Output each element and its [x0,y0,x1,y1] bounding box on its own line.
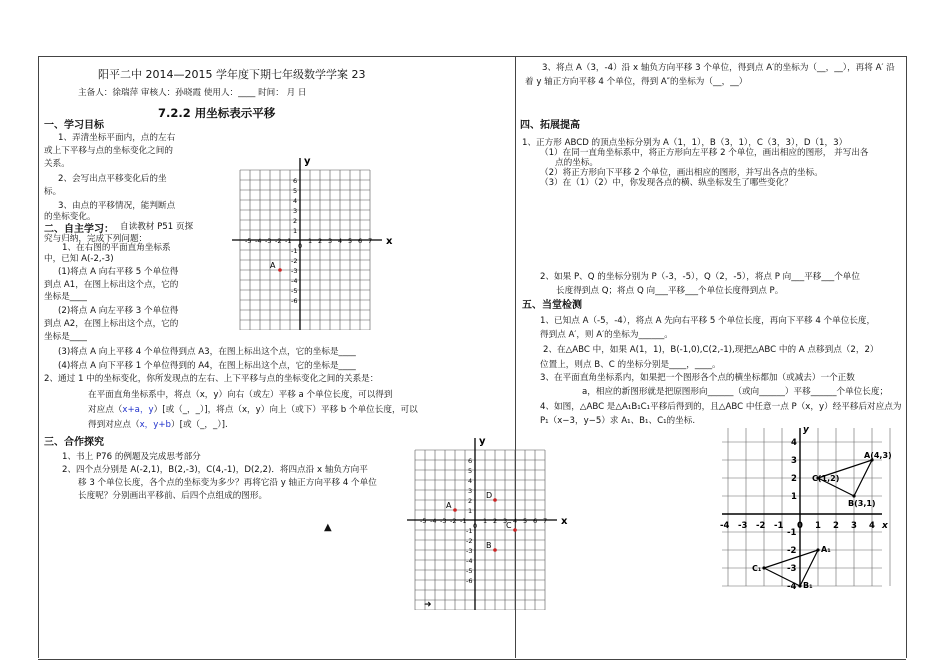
question-1-1-cont: 到点 A1，在图上标出这个点，它的 [44,280,179,290]
cooperative-2-cont: 移 3 个单位长度，各个点的坐标变为多少？再将它沿 y 轴正方向平移 4 个单位 [78,478,377,488]
coordinate-grid-1 [230,150,420,330]
y-tick-label: -6 [466,577,473,585]
rule-line-1: 在平面直角坐标系中，将点（x，y）向右（或左）平移 a 个单位长度，可以得到 [88,390,393,400]
y-tick-label: 4 [293,197,298,205]
x-tick-label: 4 [338,237,343,245]
section-5-heading: 五、当堂检测 [522,300,582,311]
point-b-label: B [486,541,492,550]
x-tick-label: 1 [308,237,313,245]
x-tick-label: 5 [348,237,353,245]
x-tick-label: -4 [720,521,730,531]
x-tick-label: 2 [493,517,498,525]
y-tick-label: 5 [293,187,298,195]
y-axis-label: y [803,425,809,435]
y-tick-label: -4 [291,277,298,285]
point-d [493,498,497,502]
author-line: 主备人：徐瑞萍 审核人：孙晓霞 使用人：____ 时间： 月 日 [78,88,307,98]
x-axis-label: x [561,516,568,527]
x-tick-label: 1 [483,517,488,525]
question-3: 3、将点 A（3，-4）沿 x 轴负方向平移 3 个单位，得到点 A′的坐标为（__，__），再将 A′ 沿 [542,63,895,73]
x-tick-label: 0 [298,242,303,250]
section-3-heading: 三、合作探究 [44,437,104,448]
y-tick-label: 3 [293,207,298,215]
x-tick-label: -3 [738,521,748,531]
y-tick-label: -2 [466,537,473,545]
y-tick-label: -3 [291,267,298,275]
cooperative-2: 2、四个点分别是 A(-2,1)，B(2,-3)，C(4,-1)，D(2,2)．将四点沿 x 轴负方向平 [62,465,368,475]
label-b1: B₁ [803,581,813,590]
question-1: 1、在右图的平面直角坐标系 [62,243,171,253]
arrow-right-mark: ➜ [424,600,432,610]
x-tick-label: 2 [833,521,839,531]
x-tick-label: -1 [285,237,292,245]
test-4-cont: P₁（x−3，y−5）求 A₁、B₁、C₁的坐标. [540,416,696,426]
x-tick-label: 4 [513,517,518,525]
section-4-heading: 四、拓展提高 [520,120,580,131]
y-tick-label: 1 [293,227,298,235]
x-tick-label: 7 [543,517,548,525]
cooperative-1: 1、书上 P76 的例题及完成思考部分 [62,452,201,462]
y-tick-label: -3 [466,547,473,555]
section-2-note: 自读教材 P51 页探 [120,222,194,232]
y-tick-label: 2 [791,474,797,484]
point-a [453,508,457,512]
x-tick-label: 7 [368,237,373,245]
test-3: 3、在平面直角坐标系内，如果把一个图形各个点的横坐标都加（或减去）一个正数 [540,373,855,383]
question-1-2-answer: 坐标是____ [44,332,87,342]
point-c-label: C [506,521,512,530]
x-tick-label: 3 [328,237,333,245]
y-axis-label: y [304,156,311,167]
x-axis-label: x [882,521,888,531]
goal-2: 2、会写出点平移变化后的坐 [58,174,167,184]
section-2-heading: 二、自主学习： [44,224,114,235]
goal-3-cont: 的坐标变化。 [44,212,96,222]
label-c1: C₁ [752,564,762,573]
coordinate-grid-3 [718,424,900,604]
goal-1: 1、弄清坐标平面内，点的左右 [58,133,176,143]
x-tick-label: 0 [473,522,478,530]
y-tick-label: -4 [466,557,473,565]
cooperative-2-cont2: 长度呢？分别画出平移前、后四个点组成的图形。 [78,491,268,501]
label-a: A(4,3) [864,451,892,460]
x-tick-label: 2 [318,237,323,245]
question-1-cont: 中，已知 A(-2,-3) [44,254,114,264]
coordinate-grid-2 [405,430,595,610]
y-tick-label: -1 [787,528,797,538]
point-a-label: A [270,261,276,270]
arrow-up-mark: ▲ [324,522,332,533]
question-1-1: (1)将点 A 向右平移 5 个单位得 [58,267,179,277]
x-tick-label: 5 [523,517,528,525]
test-4: 4、如图，△ABC 是△A₁B₁C₁平移后得到的，且△ABC 中任意一点 P（x，y）经平移后对应点为 [540,402,902,412]
x-tick-label: 0 [797,521,803,531]
extension-1-2: （2）将正方形向下平移 2 个单位，画出相应的图形，并写出各点的坐标。 [540,168,823,178]
point-b [493,548,497,552]
y-tick-label: 2 [293,217,298,225]
label-a1: A₁ [821,545,831,554]
goal-1-cont: 或上下平移与点的坐标变化之间的 [44,146,173,156]
y-axis-label: y [479,436,486,447]
extension-1: 1、正方形 ABCD 的顶点坐标分别为 A（1，1），B（3，1），C（3，3），D（1，3） [522,138,848,148]
y-tick-label: -4 [787,582,797,592]
point-d-label: D [486,491,493,500]
y-tick-label: -5 [291,287,298,295]
x-tick-label: 1 [815,521,821,531]
triangle-a1b1c1-vertex [816,548,819,551]
x-tick-label: -3 [440,517,447,525]
x-tick-label: -3 [265,237,272,245]
y-tick-label: -5 [466,567,473,575]
extension-2-cont: 长度得到点 Q；将点 Q 向___平移___个单位长度得到点 P。 [556,286,784,296]
y-tick-label: -2 [291,257,298,265]
y-tick-label: 1 [791,492,797,502]
x-tick-label: -5 [420,517,427,525]
label-b: B(3,1) [848,499,876,508]
question-1-1-answer: 坐标是____ [44,292,87,302]
triangle-abc-vertex [852,494,855,497]
question-1-3: (3)将点 A 向上平移 4 个单位得到点 A3，在图上标出这个点，它的坐标是____ [58,347,356,357]
y-tick-label: 4 [468,477,473,485]
left-border [38,56,39,658]
extension-1-3: （3）在（1）（2）中，你发现各点的横、纵坐标发生了哪些变化？ [540,178,793,188]
question-1-2-cont: 到点 A2，在图上标出这个点，它的 [44,319,179,329]
y-tick-label: -2 [787,546,797,556]
test-2: 2、在△ABC 中，如果 A(1，1)，B(-1,0),C(2,-1),现把△ABC 中的 A 点移到点（2，2） [543,345,879,355]
question-2: 2、通过 1 中的坐标变化，你所发现点的左右、上下平移与点的坐标变化之间的关系是： [44,374,379,384]
x-tick-label: -4 [430,517,437,525]
question-1-2: (2)将点 A 向左平移 3 个单位得 [58,306,179,316]
y-tick-label: -1 [291,247,298,255]
triangle-a1b1c1-vertex [798,584,801,587]
x-tick-label: -2 [450,517,457,525]
y-tick-label: 3 [468,487,473,495]
rule-line-3: 得到对应点（x，y+b）[或（_，_）]. [88,420,228,430]
y-tick-label: 1 [468,507,473,515]
y-tick-label: 6 [293,177,298,185]
y-tick-label: -6 [291,297,298,305]
point-a [278,268,282,272]
label-c: C(1,2) [812,474,840,483]
y-tick-label: -3 [787,564,797,574]
y-tick-label: 2 [468,497,473,505]
goal-1-cont2: 关系。 [44,159,70,169]
test-2-cont: 位置上，则点 B、C 的坐标分别是____，____。 [540,360,721,370]
point-a-label: A [446,501,452,510]
x-tick-label: 6 [358,237,363,245]
test-3-cont: a，相应的新图形就是把原图形向______（或向______）平移______个单位长度； [582,387,889,397]
section-1-heading: 一、学习目标 [44,120,104,131]
x-axis-label: x [386,236,393,247]
x-tick-label: -5 [245,237,252,245]
question-3-cont: 着 y 轴正方向平移 4 个单位，得到 A″的坐标为（__，__） [525,77,748,87]
x-tick-label: -4 [255,237,262,245]
x-tick-label: -1 [774,521,784,531]
extension-1-1: （1）在同一直角坐标系中，将正方形向左平移 2 个单位，画出相应的图形， 并写出各 [540,148,869,158]
y-tick-label: 3 [791,456,797,466]
worksheet-title: 阳平二中 2014—2015 学年度下期七年级数学学案 23 [98,68,366,81]
section-2-note-cont: 究与归纳，完成下列问题： [44,234,148,244]
x-tick-label: 3 [503,517,508,525]
y-tick-label: 5 [468,467,473,475]
x-tick-label: -2 [756,521,766,531]
goal-2-cont: 标。 [44,187,62,197]
x-tick-label: -1 [460,517,467,525]
right-border [906,56,907,658]
x-tick-label: 6 [533,517,538,525]
y-tick-label: 4 [791,438,797,448]
question-1-4: (4)将点 A 向下平移 1 个单位得到的 A4，在图上标出这个点，它的坐标是____ [58,361,356,371]
x-tick-label: -2 [275,237,282,245]
y-tick-label: -1 [466,527,473,535]
extension-1-1-cont: 点的坐标。 [555,158,598,168]
x-tick-label: 3 [851,521,857,531]
triangle-a1b1c1-vertex [762,566,765,569]
rule-line-2: 对应点（x+a，y）[或（_，_）]，将点（x，y）向上（或下）平移 b 个单位长度，可以 [88,405,418,415]
test-1: 1、已知点 A（-5，-4），将点 A 先向右平移 5 个单位长度，再向下平移 4 个单位长度， [540,316,876,326]
x-tick-label: 4 [869,521,875,531]
y-tick-label: 6 [468,457,473,465]
point-c [513,528,517,532]
goal-3: 3、由点的平移情况，能判断点 [58,201,176,211]
test-1-cont: 得到点 A′，则 A′的坐标为______。 [540,330,673,340]
lesson-title: 7.2.2 用坐标表示平移 [158,106,276,120]
extension-2: 2、如果 P、Q 的坐标分别为 P（-3，-5），Q（2，-5），将点 P 向___平移___个单位 [540,272,860,282]
